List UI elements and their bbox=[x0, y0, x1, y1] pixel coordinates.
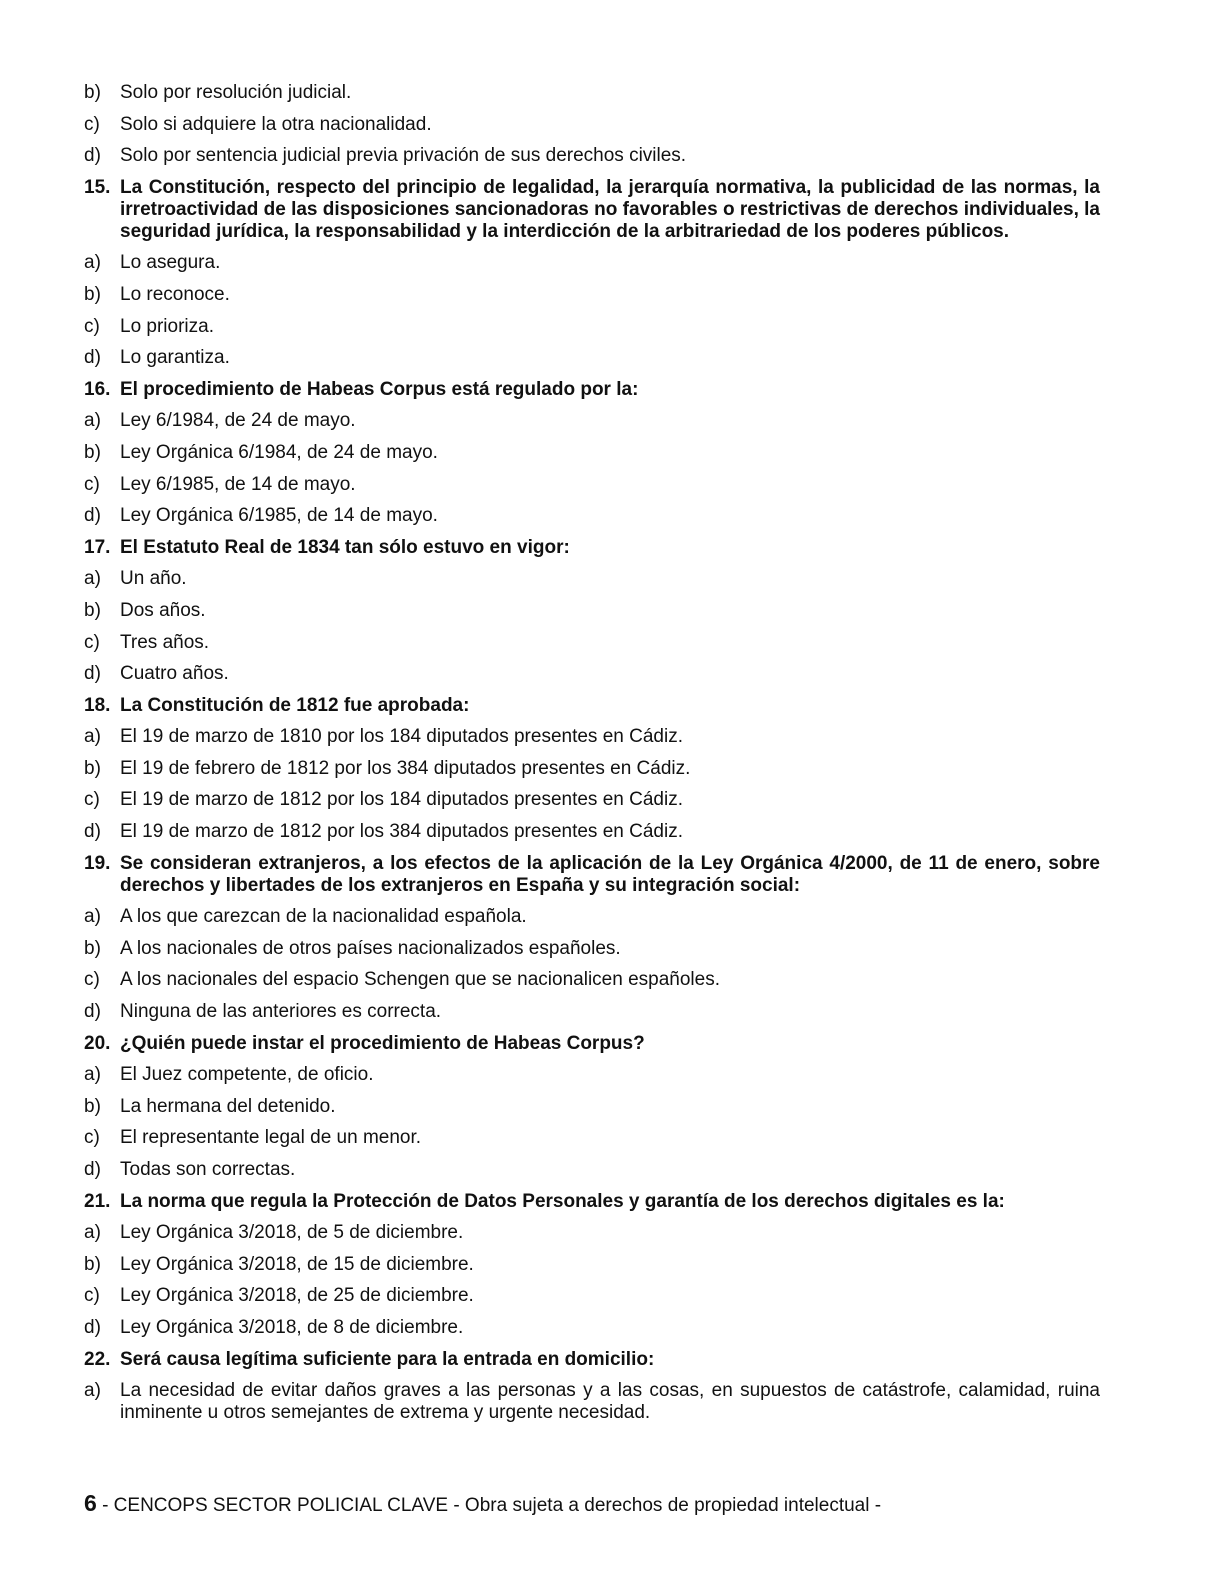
option-label: c) bbox=[84, 631, 100, 653]
answer-option bbox=[84, 284, 1100, 306]
option-text: El Juez competente, de oficio. bbox=[120, 1064, 374, 1086]
option-label: c) bbox=[84, 315, 100, 337]
answer-option bbox=[84, 632, 1100, 654]
option-label: d) bbox=[84, 663, 101, 685]
answer-option bbox=[84, 1159, 1100, 1181]
answer-option bbox=[84, 789, 1100, 811]
option-text: Un año. bbox=[120, 568, 187, 590]
option-text: A los que carezcan de la nacionalidad española. bbox=[120, 906, 527, 928]
answer-option bbox=[84, 821, 1100, 843]
answer-option bbox=[84, 474, 1100, 496]
footer-text: - CENCOPS SECTOR POLICIAL CLAVE - Obra sujeta a derechos de propiedad intelectual - bbox=[96, 1495, 882, 1516]
answer-option bbox=[84, 938, 1100, 960]
question-text: Será causa legítima suficiente para la entrada en domicilio: bbox=[120, 1348, 655, 1370]
option-label: d) bbox=[84, 1001, 101, 1023]
option-label: d) bbox=[84, 1159, 101, 1180]
answer-option bbox=[84, 1254, 1100, 1276]
question-18 bbox=[84, 695, 1100, 717]
option-text: Ley Orgánica 6/1985, de 14 de mayo. bbox=[120, 505, 438, 527]
document-body bbox=[84, 82, 1100, 1434]
option-text: Lo reconoce. bbox=[120, 283, 230, 305]
answer-option bbox=[84, 969, 1100, 991]
answer-option bbox=[84, 1064, 1100, 1086]
option-label: d) bbox=[84, 1316, 101, 1338]
question-number: 17. bbox=[84, 536, 111, 558]
option-text: El 19 de febrero de 1812 por los 384 diputados presentes en Cádiz. bbox=[120, 757, 691, 779]
question-number: 22. bbox=[84, 1348, 111, 1370]
answer-option bbox=[84, 114, 1100, 136]
answer-option bbox=[84, 316, 1100, 338]
option-label: d) bbox=[84, 145, 101, 167]
option-label: d) bbox=[84, 505, 101, 527]
option-label: b) bbox=[84, 82, 101, 103]
option-text: Ley 6/1984, de 24 de mayo. bbox=[120, 410, 356, 432]
question-text: ¿Quién puede instar el procedimiento de Habeas Corpus? bbox=[120, 1032, 645, 1054]
option-label: c) bbox=[84, 969, 100, 991]
question-text: La norma que regula la Protección de Datos Personales y garantía de los derechos digitales es la: bbox=[120, 1190, 1005, 1212]
option-text: Lo garantiza. bbox=[120, 347, 230, 369]
answer-option bbox=[84, 1127, 1100, 1149]
option-text: Solo por sentencia judicial previa privación de sus derechos civiles. bbox=[120, 145, 687, 167]
question-text: La Constitución, respecto del principio de legalidad, la jerarquía normativa, la publicidad de las normas, la irretroactividad de las disposiciones sancionadoras no favorables o restrictivas de derechos individuales, la seguridad jurídica, la responsabilidad y la interdicción de la arbitrariedad de los poderes públicos. bbox=[120, 176, 1100, 242]
question-20 bbox=[84, 1033, 1100, 1055]
option-text: Ley Orgánica 3/2018, de 5 de diciembre. bbox=[120, 1222, 464, 1244]
answer-option bbox=[84, 1317, 1100, 1339]
option-label: c) bbox=[84, 473, 100, 495]
answer-option bbox=[84, 663, 1100, 685]
option-text: A los nacionales del espacio Schengen que se nacionalicen españoles. bbox=[120, 969, 720, 991]
answer-option bbox=[84, 1380, 1100, 1424]
answer-option bbox=[84, 347, 1100, 369]
option-text: El 19 de marzo de 1812 por los 184 diputados presentes en Cádiz. bbox=[120, 789, 683, 811]
option-text: Lo asegura. bbox=[120, 252, 221, 274]
question-17 bbox=[84, 537, 1100, 559]
question-22 bbox=[84, 1349, 1100, 1371]
answer-option bbox=[84, 442, 1100, 464]
question-text: El procedimiento de Habeas Corpus está regulado por la: bbox=[120, 378, 639, 400]
answer-option bbox=[84, 82, 1100, 104]
question-text: La Constitución de 1812 fue aprobada: bbox=[120, 694, 470, 716]
option-text: Todas son correctas. bbox=[120, 1159, 296, 1180]
option-label: d) bbox=[84, 821, 101, 843]
option-text: Ley Orgánica 3/2018, de 25 de diciembre. bbox=[120, 1285, 474, 1307]
option-label: b) bbox=[84, 599, 101, 621]
question-number: 20. bbox=[84, 1032, 111, 1054]
option-label: c) bbox=[84, 1285, 100, 1307]
answer-option bbox=[84, 410, 1100, 432]
option-label: a) bbox=[84, 1064, 101, 1086]
question-text: El Estatuto Real de 1834 tan sólo estuvo en vigor: bbox=[120, 536, 570, 558]
option-label: a) bbox=[84, 568, 101, 590]
option-label: b) bbox=[84, 1095, 101, 1117]
question-number: 15. bbox=[84, 176, 111, 198]
question-16 bbox=[84, 379, 1100, 401]
option-label: a) bbox=[84, 252, 101, 274]
option-label: c) bbox=[84, 1127, 100, 1149]
question-number: 21. bbox=[84, 1190, 111, 1212]
option-label: b) bbox=[84, 283, 101, 305]
option-text: El 19 de marzo de 1810 por los 184 diputados presentes en Cádiz. bbox=[120, 726, 683, 748]
answer-option bbox=[84, 758, 1100, 780]
answer-option bbox=[84, 1001, 1100, 1023]
option-text: El representante legal de un menor. bbox=[120, 1127, 422, 1149]
option-label: a) bbox=[84, 906, 101, 928]
option-label: c) bbox=[84, 789, 100, 811]
option-label: d) bbox=[84, 347, 101, 369]
question-15 bbox=[84, 177, 1100, 243]
option-text: Solo por resolución judicial. bbox=[120, 82, 352, 103]
option-label: b) bbox=[84, 1253, 101, 1275]
answer-option bbox=[84, 906, 1100, 928]
option-label: b) bbox=[84, 441, 101, 463]
option-text: La hermana del detenido. bbox=[120, 1095, 336, 1117]
question-21 bbox=[84, 1191, 1100, 1213]
answer-option bbox=[84, 568, 1100, 590]
question-number: 18. bbox=[84, 694, 111, 716]
option-label: a) bbox=[84, 410, 101, 432]
option-text: La necesidad de evitar daños graves a las personas y a las cosas, en supuestos de catástrofe, calamidad, ruina inminente u otros semejantes de extrema y urgente necesidad. bbox=[120, 1380, 1100, 1424]
option-label: c) bbox=[84, 113, 100, 135]
option-label: b) bbox=[84, 757, 101, 779]
option-text: A los nacionales de otros países nacionalizados españoles. bbox=[120, 937, 621, 959]
option-label: a) bbox=[84, 1222, 101, 1244]
option-text: Lo prioriza. bbox=[120, 315, 214, 337]
question-number: 19. bbox=[84, 852, 111, 874]
answer-option bbox=[84, 145, 1100, 167]
option-label: b) bbox=[84, 937, 101, 959]
option-text: Cuatro años. bbox=[120, 663, 229, 685]
page-number: 6 bbox=[84, 1490, 97, 1516]
answer-option bbox=[84, 505, 1100, 527]
option-text: El 19 de marzo de 1812 por los 384 diputados presentes en Cádiz. bbox=[120, 821, 683, 843]
answer-option bbox=[84, 252, 1100, 274]
option-text: Ninguna de las anteriores es correcta. bbox=[120, 1001, 442, 1023]
answer-option bbox=[84, 1285, 1100, 1307]
question-number: 16. bbox=[84, 378, 111, 400]
question-text: Se consideran extranjeros, a los efectos de la aplicación de la Ley Orgánica 4/2000, de 11 de enero, sobre derechos y libertades de los extranjeros en España y su integración social: bbox=[120, 852, 1100, 896]
answer-option bbox=[84, 1096, 1100, 1118]
option-text: Ley Orgánica 3/2018, de 8 de diciembre. bbox=[120, 1316, 464, 1338]
option-label: a) bbox=[84, 726, 101, 748]
option-text: Tres años. bbox=[120, 631, 210, 653]
page-footer bbox=[84, 1490, 881, 1519]
answer-option bbox=[84, 726, 1100, 748]
option-text: Ley Orgánica 3/2018, de 15 de diciembre. bbox=[120, 1253, 474, 1275]
option-text: Ley 6/1985, de 14 de mayo. bbox=[120, 473, 356, 495]
answer-option bbox=[84, 1222, 1100, 1244]
question-19 bbox=[84, 853, 1100, 897]
answer-option bbox=[84, 600, 1100, 622]
option-label: a) bbox=[84, 1380, 101, 1402]
option-text: Ley Orgánica 6/1984, de 24 de mayo. bbox=[120, 441, 438, 463]
option-text: Dos años. bbox=[120, 599, 206, 621]
option-text: Solo si adquiere la otra nacionalidad. bbox=[120, 113, 432, 135]
